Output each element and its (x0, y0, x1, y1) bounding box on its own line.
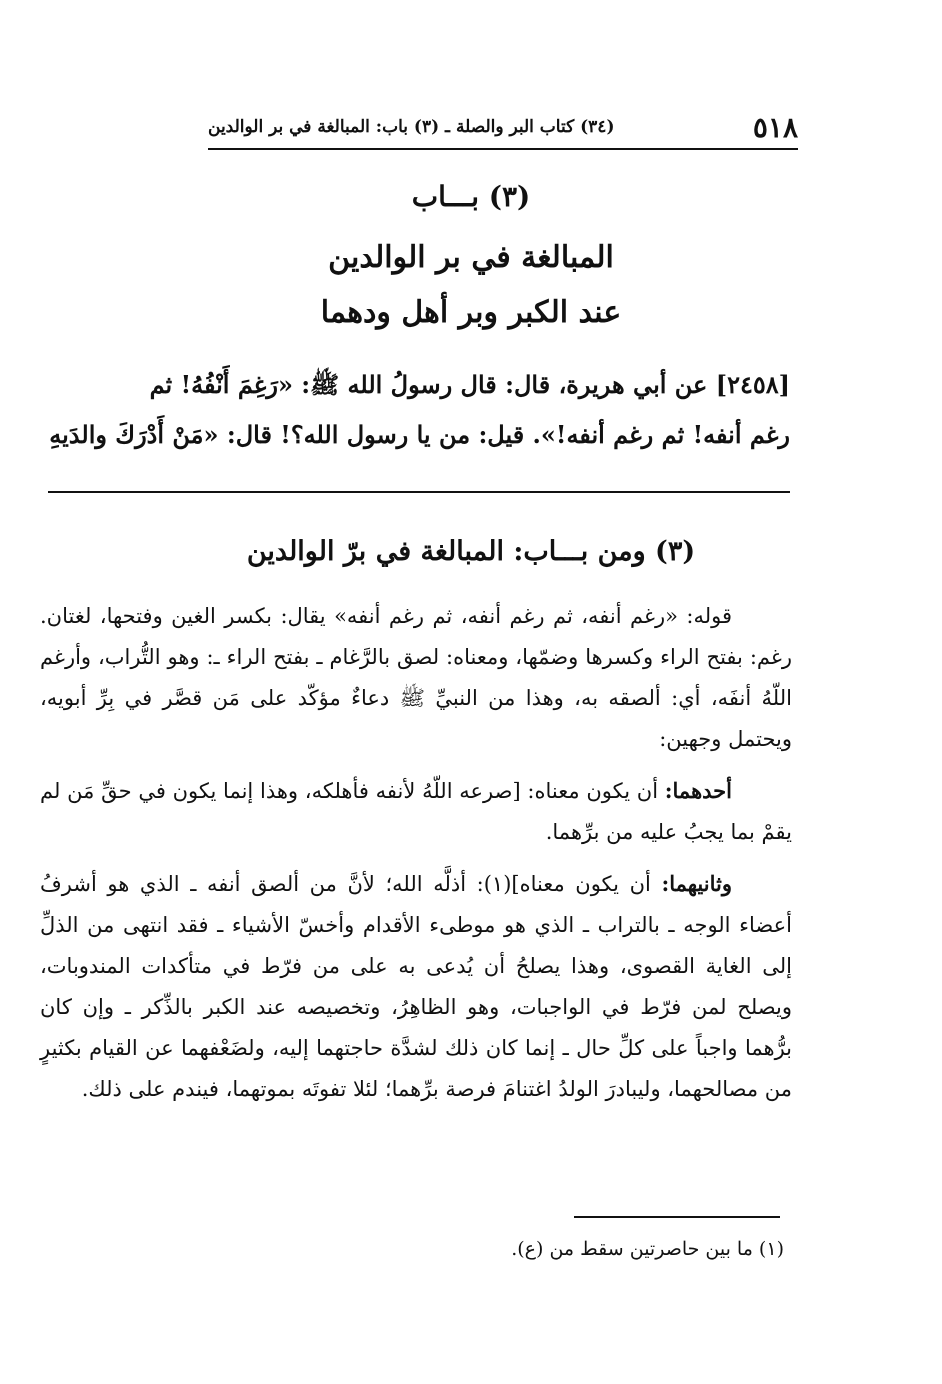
paragraph-text: أن يكون معناه](١): أذلَّه الله؛ لأنَّ من ألصق أنفه ـ الذي هو أشرفُ أعضاء الوجه ـ بالتراب ـ الذي هو موطىء الأقدام وأخسّ الأشياء ـ فقد انتهى من الذلِّ إلى الغاية القصوى، وهذا يصلحُ أن يُدعى به على من فرّط في متأكدات المندوبات، ويصلح لمن فرّط في الواجبات، وهو الظاهِرُ، وتخصيصه عند الكبر بالذِّكر ـ وإن كان برُّهما واجباً على كلِّ حال ـ إنما كان ذلك لشدَّة حاجتهما إليه، ولضَعْفهما عن القيام بكثيرٍ من مصالحهما، وليبادرَ الولدُ اغتنامَ فرصة برِّهما؛ لئلا تفوتَه بموتهما، فيندم على ذلك. (40, 872, 792, 1101)
chapter-number: (٣) بـــاب (411, 180, 531, 213)
commentary-paragraph-1: قوله: «رغم أنفه، ثم رغم أنفه، ثم رغم أنفه» يقال: بكسر الغين وفتحها، لغتان. رغم: بفتح الراء وكسرها وضمّها، ومعناه: لصق بالرَّغام ـ بفتح الراء ـ: وهو التُّراب، وأرغم اللّهُ أنفَه، أي: ألصقه به، وهذا من النبيِّ ﷺ دعاءٌ مؤكّد على مَن قصَّر في بِرِّ أبويه، ويحتمل وجهين: (40, 604, 792, 751)
section-divider (48, 491, 790, 493)
footnote-rule (574, 1216, 780, 1218)
hadith-line-1: [٢٤٥٨] عن أبي هريرة، قال: قال رسولُ الله ﷺ: «رَغِمَ أَنْفُهُ! ثم (149, 370, 790, 399)
paragraph-text: أن يكون معناه: [صرعه اللّهُ لأنفه فأهلكه، وهذا إنما يكون في حقِّ مَن لم يقمْ بما يجبُ عليه من برِّهما. (40, 779, 792, 844)
commentary-title: (٣) ومن بـــاب: المبالغة في برّ الوالدين (246, 536, 696, 567)
page-number: ٥١٨ (752, 110, 798, 144)
paragraph-lead: أحدهما: (664, 778, 732, 803)
commentary-paragraph-3 (40, 863, 792, 1110)
paragraph-lead: وثانيهما: (661, 871, 732, 896)
header-rule (208, 148, 798, 150)
hadith-line-2: رغم أنفه! ثم رغم أنفه!». قيل: من يا رسول الله؟! قال: «مَنْ أَدْرَكَ والدَيهِ (49, 420, 790, 449)
running-title: (٣٤) كتاب البر والصلة ـ (٣) باب: المبالغة في بر الوالدين (208, 117, 615, 137)
chapter-subtitle: عند الكبر وبر أهل ودهما (320, 295, 622, 330)
hadith-text (40, 360, 790, 460)
footnote: (١) ما بين حاصرتين سقط من (ع). (511, 1238, 784, 1260)
commentary-body (40, 596, 792, 1120)
commentary-paragraph-2 (40, 770, 792, 853)
page-header (208, 110, 798, 144)
chapter-title: المبالغة في بر الوالدين (328, 240, 614, 275)
